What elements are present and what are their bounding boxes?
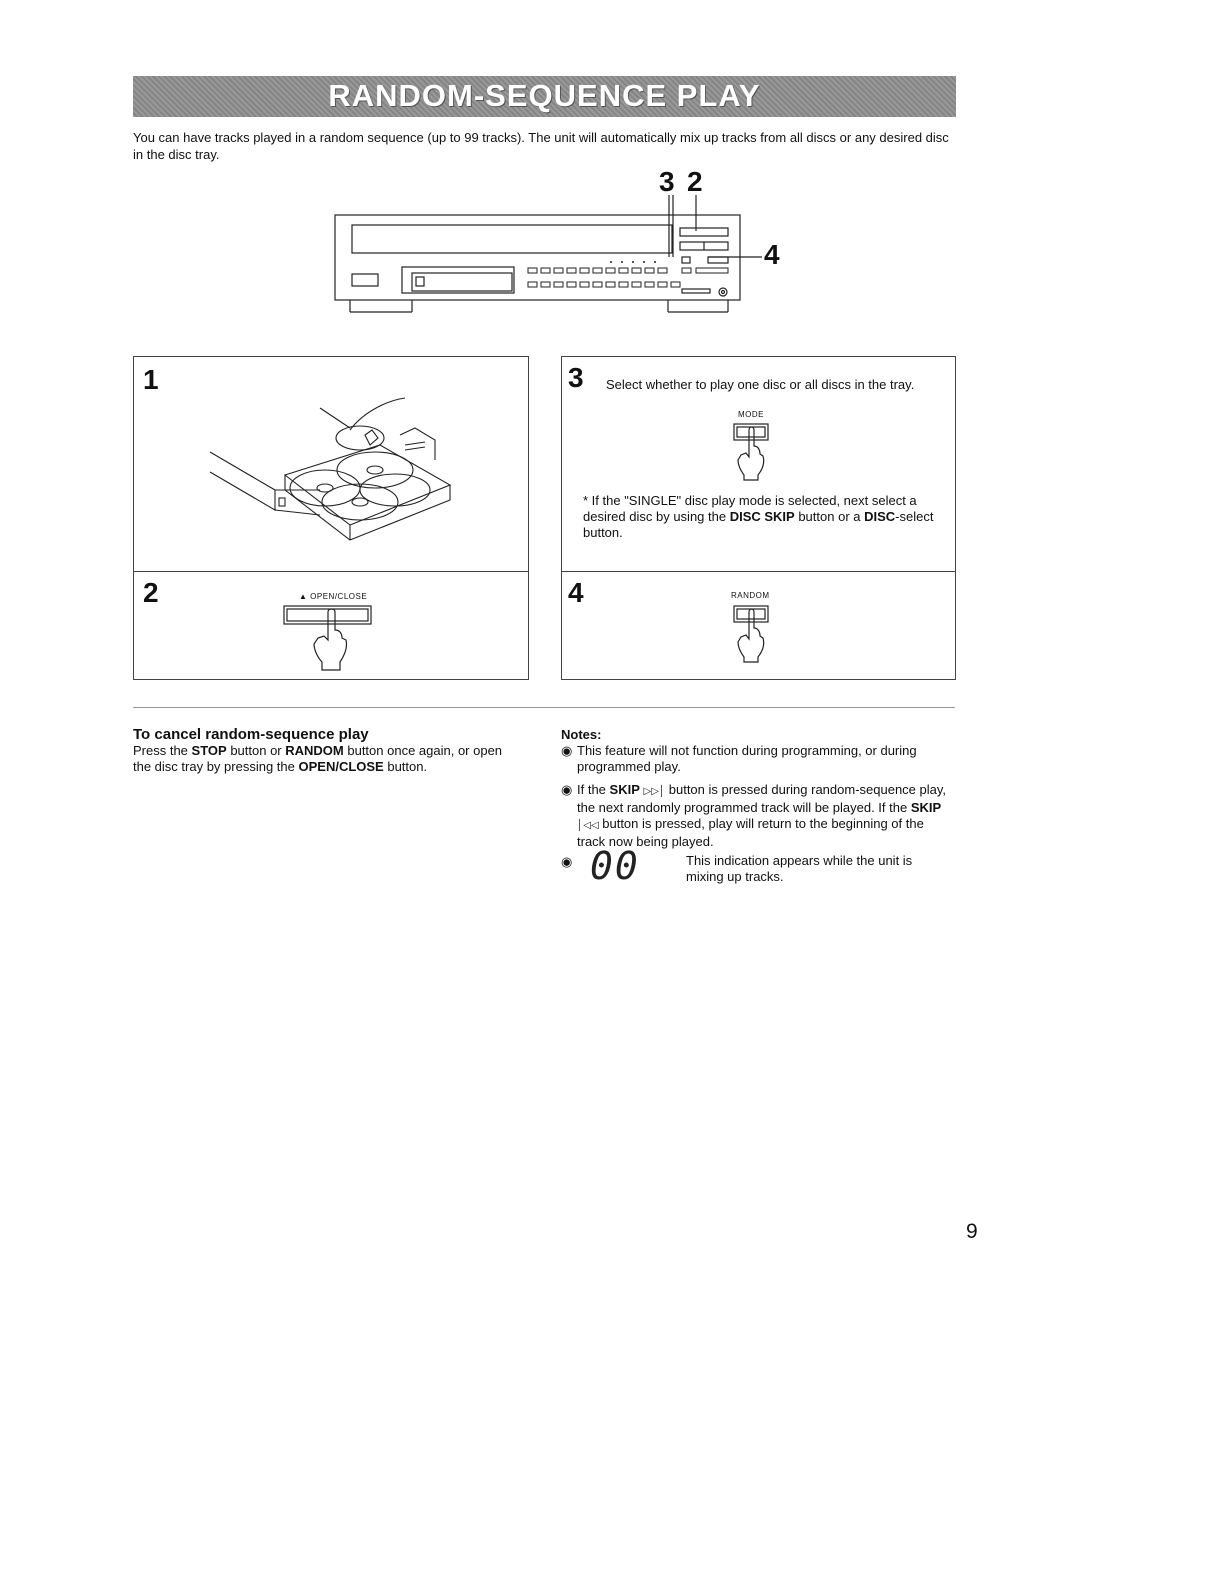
note-3: This indication appears while the unit is mixing up tracks. xyxy=(686,853,913,884)
mode-label: MODE xyxy=(738,410,764,419)
callout-2: 2 xyxy=(687,166,703,197)
mixing-indicator-icon: 00 xyxy=(590,844,640,888)
callout-3: 3 xyxy=(659,166,675,197)
step-2-number: 2 xyxy=(143,577,159,608)
skip-forward-icon: ▷▷│ xyxy=(643,786,666,797)
mode-button-press-icon xyxy=(732,420,772,482)
cancel-text: Press the STOP button or RANDOM button once again, or open the disc tray by pressing the OPEN/CLOSE button. xyxy=(133,743,503,774)
random-label: RANDOM xyxy=(731,591,770,600)
random-button-press-icon xyxy=(732,602,772,664)
note-2: If the SKIP ▷▷│ button is pressed during random-sequence play, the next randomly programmed track will be played. If the SKIP │◁◁ button is pressed, play will return to the beginning of the track now being played. xyxy=(577,782,947,849)
disc-tray-illustration xyxy=(200,390,460,560)
section-rule xyxy=(133,707,955,708)
note-bullet-1: ◉ xyxy=(561,743,573,758)
note-1: This feature will not function during programming, or during programmed play. xyxy=(577,743,917,774)
intro-text: You can have tracks played in a random sequence (up to 99 tracks). The unit will automatically mix up tracks from all discs or any desired disc in the disc tray. xyxy=(133,130,949,162)
open-close-button-press-icon xyxy=(282,600,377,675)
open-close-label: ▲ OPEN/CLOSE xyxy=(299,592,368,601)
title-banner xyxy=(133,76,956,117)
step-4-number: 4 xyxy=(568,577,584,608)
callout-4: 4 xyxy=(764,239,780,270)
notes-heading: Notes: xyxy=(561,727,602,742)
step-3-text: Select whether to play one disc or all discs in the tray. xyxy=(606,377,915,392)
divider-right xyxy=(561,571,955,572)
cd-player-diagram xyxy=(330,195,770,320)
note-bullet-3: ◉ xyxy=(561,854,573,869)
page-title: RANDOM-SEQUENCE PLAY xyxy=(328,78,761,113)
skip-back-icon: │◁◁ xyxy=(577,820,599,831)
step-3-note: * If the "SINGLE" disc play mode is selected, next select a desired disc by using the DISC SKIP button or a DISC-select button. xyxy=(583,493,934,540)
divider-left xyxy=(133,571,528,572)
cancel-heading: To cancel random-sequence play xyxy=(133,726,369,743)
page-number: 9 xyxy=(966,1220,978,1243)
step-1-number: 1 xyxy=(143,364,159,395)
note-bullet-2: ◉ xyxy=(561,782,573,797)
step-3-number: 3 xyxy=(568,362,584,393)
